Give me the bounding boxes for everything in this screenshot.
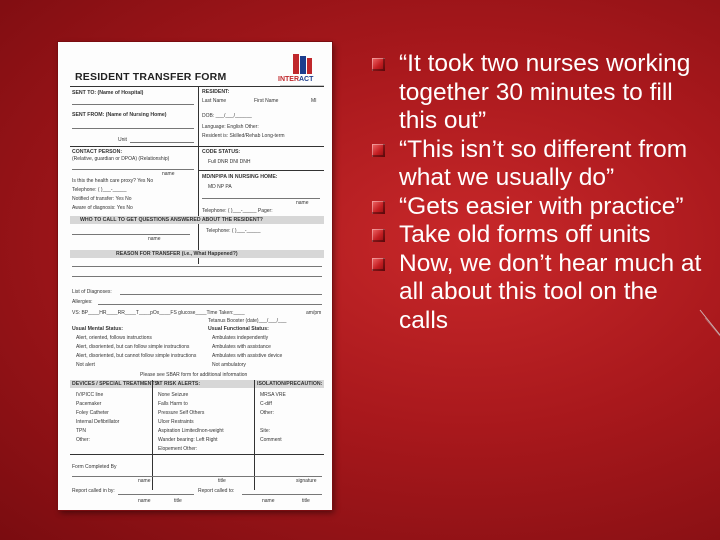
code-status-options: Full DNR DNI DNH (208, 159, 251, 165)
tel2-label: Telephone: ( )___-_____ (206, 228, 261, 234)
line (72, 234, 190, 235)
line (118, 494, 194, 495)
code-status-label: CODE STATUS: (202, 149, 241, 155)
bullet-square-icon (372, 144, 385, 157)
md-options: MD NP PA (208, 184, 232, 190)
bullet-text: “It took two nurses working together 30 minutes to fill this out” (399, 50, 691, 134)
form-title: RESIDENT TRANSFER FORM (75, 71, 227, 83)
unit-label: Unit (118, 137, 127, 143)
health-proxy-label: Is this the health care proxy? Yes No (72, 178, 154, 184)
first-name-label: First Name (254, 98, 279, 104)
mi-label: MI (311, 98, 317, 104)
name-caption: name (262, 498, 275, 504)
mental-option: Alert, oriented, follows instructions (76, 335, 152, 341)
contact-person-label: CONTACT PERSON: (72, 149, 123, 155)
notified-label: Notified of transfer: Yes No (72, 196, 132, 202)
device-option: TPN (76, 428, 86, 434)
risk-option: Pressure Self Others (158, 410, 205, 416)
functional-option: Ambulates with assistance (212, 344, 271, 350)
isolation-option: Comment (260, 437, 282, 443)
bullet-square-icon (372, 58, 385, 71)
logo-wordmark: INTERACT (278, 76, 314, 83)
isolation-label: ISOLATION/PRECAUTION: (257, 381, 323, 387)
mental-option: Alert, disoriented, but cannot follow simple instructions (76, 353, 197, 359)
at-risk-label: AT RISK ALERTS: (156, 381, 201, 387)
bullet-text: “This isn’t so different from what we usually do” (399, 135, 688, 191)
bullet-item (372, 193, 707, 222)
bullet-text: “Gets easier with practice” (399, 192, 684, 220)
bullet-item (372, 50, 707, 136)
bullet-item (372, 136, 707, 193)
rule (152, 380, 153, 490)
bullet-square-icon (372, 201, 385, 214)
last-name-label: Last Name (202, 98, 227, 104)
sent-to-label: SENT TO: (Name of Hospital) (72, 90, 144, 96)
risk-option: Wander bearing: Left Right (158, 437, 218, 443)
line (72, 476, 322, 477)
device-option: Foley Catheter (76, 410, 109, 416)
who-to-call-label: WHO TO CALL TO GET QUESTIONS ANSWERED ABOUT THE RESIDENT? (80, 217, 263, 223)
title-caption: title (218, 478, 226, 484)
rule (70, 454, 324, 455)
dob-label: DOB: ___/___/______ (202, 113, 252, 119)
title-caption: title (174, 498, 182, 504)
functional-option: Ambulates independently (212, 335, 269, 341)
tetanus-label: Tetanus Booster (date)___/___/___ (208, 318, 287, 324)
resident-is-label: Resident is: Skilled/Rehab Long-term (202, 133, 285, 139)
rule (254, 380, 255, 490)
title-caption: title (302, 498, 310, 504)
risk-option: Ulcer Restraints (158, 419, 194, 425)
device-option: Other: (76, 437, 90, 443)
bullet-square-icon (372, 258, 385, 271)
bullet-list (372, 50, 707, 335)
devices-label: DEVICES / SPECIAL TREATMENTS: (72, 381, 160, 387)
line (98, 304, 322, 305)
language-label: Language: English Other: (202, 124, 259, 130)
risk-option: Aspiration Limited/non-weight (158, 428, 224, 434)
device-option: Pacemaker (76, 401, 102, 407)
bullet-text: Take old forms off units (399, 221, 651, 248)
rule (198, 86, 199, 146)
mental-option: Not alert (76, 362, 95, 368)
vital-signs-label: VS: BP____HR____RR____T____pOx____FS glucose____Time Taken:____ (72, 310, 245, 316)
isolation-option: Other: (260, 410, 274, 416)
allergies-label: Allergies: (72, 299, 93, 305)
rule (70, 86, 324, 87)
line (120, 294, 322, 295)
report-called-label: Report called in by: (72, 488, 115, 494)
resident-label: RESIDENT: (202, 89, 230, 95)
isolation-option: Site: (260, 428, 271, 434)
risk-option: Falls Harm to (158, 401, 188, 407)
isolation-option: MRSA VRE (260, 392, 286, 398)
bullet-text: Now, we don’t hear much at all about this tool on the calls (399, 249, 702, 334)
line (242, 494, 322, 495)
completed-by-label: Form Completed By (72, 464, 117, 470)
functional-option: Ambulates with assistive device (212, 353, 283, 359)
isolation-option: C-diff (260, 401, 272, 407)
line (72, 104, 194, 105)
rule (198, 170, 324, 171)
tel-pager-label: Telephone: ( )___-_____ Pager: (202, 208, 273, 214)
name-caption: name (296, 200, 309, 206)
sent-from-label: SENT FROM: (Name of Nursing Home) (72, 112, 167, 118)
md-label: MD/NP/PA IN NURSING HOME: (202, 174, 278, 180)
line (72, 169, 194, 170)
reason-label: REASON FOR TRANSFER (i.e., What Happened?) (116, 251, 238, 257)
device-option: Internal Defibrillator (76, 419, 120, 425)
functional-status-label: Usual Functional Status: (208, 326, 269, 332)
aware-label: Aware of diagnosis: Yes No (72, 205, 133, 211)
line (72, 128, 194, 129)
device-option: IV/PICC line (76, 392, 104, 398)
name-caption: name (138, 498, 151, 504)
signature-caption: signature (296, 478, 317, 484)
mental-option: Alert, disoriented, but can follow simple instructions (76, 344, 190, 350)
contact-sub-label: (Relative, guardian or DPOA) (Relationship) (72, 156, 170, 162)
telephone-label: Telephone: ( )___-_____ (72, 187, 127, 193)
bullet-square-icon (372, 229, 385, 242)
bullet-item (372, 221, 707, 250)
rule (70, 146, 324, 147)
line (130, 142, 194, 143)
resident-transfer-form-image (58, 42, 332, 510)
line (72, 276, 322, 277)
line (72, 266, 322, 267)
risk-option: None Seizure (158, 392, 189, 398)
name-caption: name (162, 171, 175, 177)
risk-option: Elopement Other: (158, 446, 198, 452)
see-sbar-note: Please see SBAR form for additional information (140, 372, 248, 378)
line (202, 198, 320, 199)
report-called-to-label: Report called to: (198, 488, 235, 494)
rule (198, 146, 199, 264)
diagnoses-label: List of Diagnoses: (72, 289, 112, 295)
functional-option: Not ambulatory (212, 362, 246, 368)
am-pm-label: am/pm (306, 310, 322, 316)
name-caption: name (148, 236, 161, 242)
mental-status-label: Usual Mental Status: (72, 326, 124, 332)
bullet-item (372, 250, 707, 336)
name-caption: name (138, 478, 151, 484)
